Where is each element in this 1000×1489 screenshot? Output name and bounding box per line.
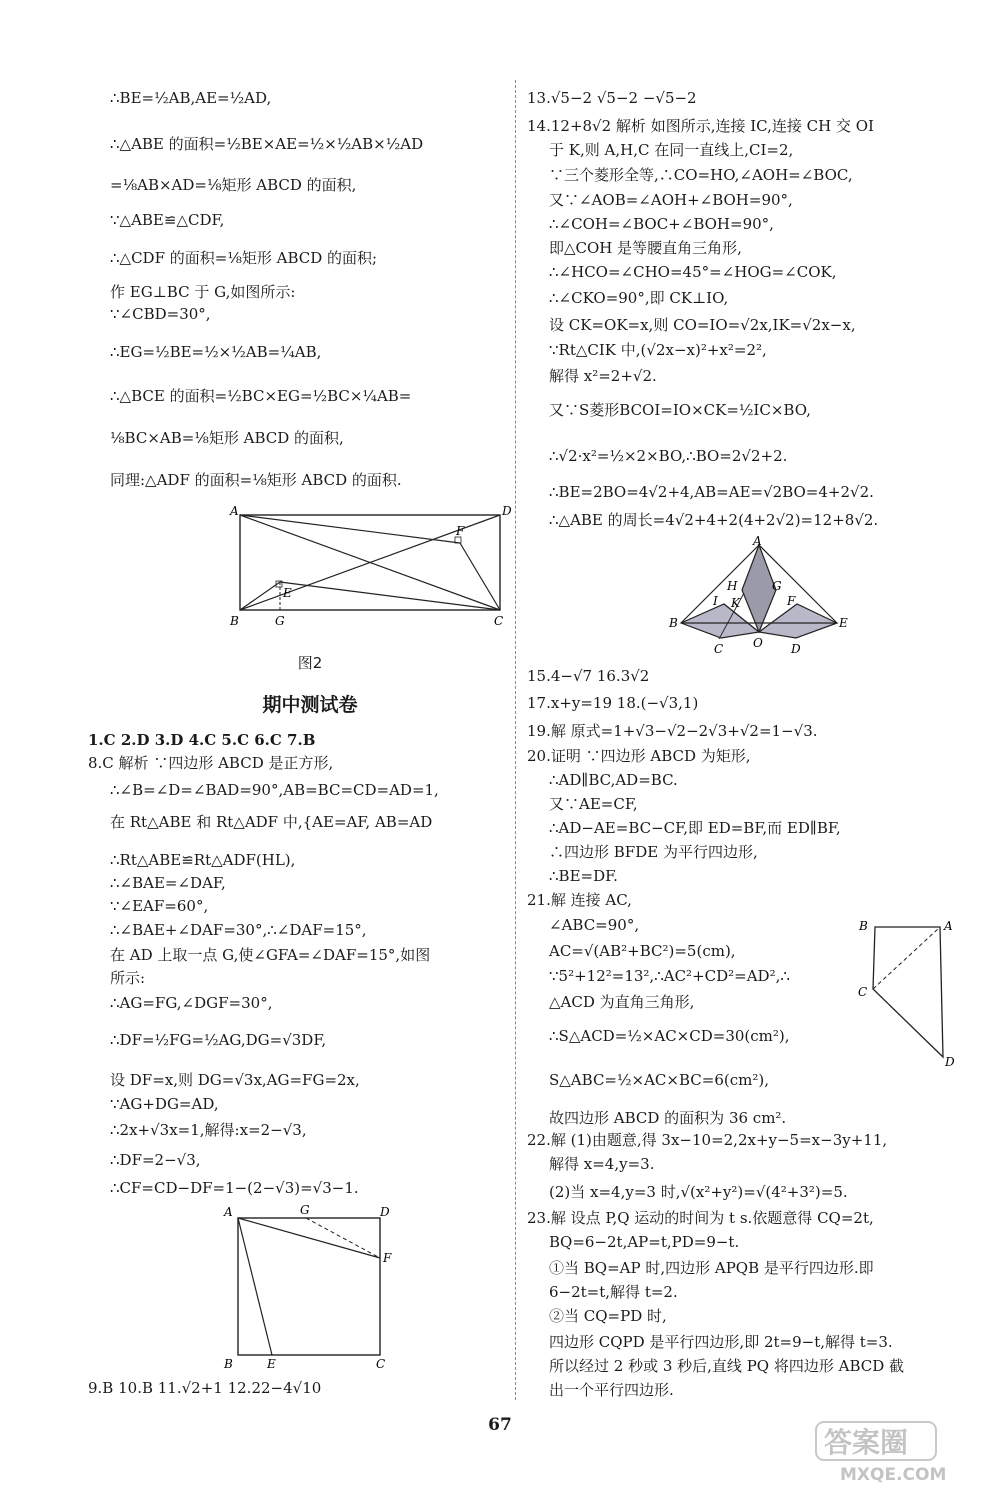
- answer-row: 9.B 10.B 11.√2+1 12.22−4√10: [88, 1379, 322, 1397]
- text-line: ∴EG=½BE=½×½AB=¼AB,: [110, 343, 322, 361]
- text-line: ②当 CQ=PD 时,: [549, 1307, 667, 1325]
- text-line: ∠ABC=90°,: [549, 916, 640, 934]
- text-line: ∵Rt△CIK 中,(√2x−x)²+x²=2²,: [549, 341, 767, 359]
- watermark-text: 答案圈: [824, 1426, 909, 1459]
- label-f: F: [383, 1251, 392, 1265]
- text-line: 同理:△ADF 的面积=⅛矩形 ABCD 的面积.: [110, 471, 402, 489]
- text-line: 故四边形 ABCD 的面积为 36 cm².: [549, 1109, 787, 1127]
- text-line: (2)当 x=4,y=3 时,√(x²+y²)=√(4²+3²)=5.: [549, 1183, 848, 1201]
- text-line: AC=√(AB²+BC²)=5(cm),: [549, 942, 736, 960]
- text-line: 14.12+8√2 解析 如图所示,连接 IC,连接 CH 交 OI: [527, 117, 874, 135]
- text-line: ∴△ABE 的面积=½BE×AE=½×½AB×½AD: [110, 135, 424, 153]
- text-line: ∵∠CBD=30°,: [110, 305, 211, 323]
- text-line: 出一个平行四边形.: [549, 1381, 674, 1399]
- text-line: 设 DF=x,则 DG=√3x,AG=FG=2x,: [110, 1071, 360, 1089]
- text-line: 解得 x=4,y=3.: [549, 1155, 655, 1173]
- text-line: ∵三个菱形全等,∴CO=HO,∠AOH=∠BOC,: [549, 166, 853, 184]
- label-b: B: [859, 919, 868, 933]
- text-line: 在 Rt△ABE 和 Rt△ADF 中,{AE=AF, AB=AD: [110, 813, 433, 831]
- text-line: ∴2x+√3x=1,解得:x=2−√3,: [110, 1121, 307, 1139]
- text-line: 四边形 CQPD 是平行四边形,即 2t=9−t,解得 t=3.: [549, 1333, 893, 1351]
- text-line: ∴四边形 BFDE 为平行四边形,: [549, 843, 758, 861]
- text-line: ∵∠EAF=60°,: [110, 897, 209, 915]
- label-c: C: [714, 642, 724, 656]
- text-line: ∴BE=½AB,AE=½AD,: [110, 89, 272, 107]
- text-line: 13.√5−2 √5−2 −√5−2: [527, 89, 697, 107]
- text-line: 又∵∠AOB=∠AOH+∠BOH=90°,: [549, 191, 793, 209]
- label-c: C: [858, 985, 868, 999]
- label-b: B: [230, 614, 239, 628]
- label-b: B: [224, 1357, 233, 1371]
- figure-rhombuses: [669, 535, 849, 660]
- text-line: ∴BE=DF.: [549, 867, 618, 885]
- text-line: ∴AG=FG,∠DGF=30°,: [110, 994, 273, 1012]
- label-h: H: [727, 579, 738, 593]
- text-line: 15.4−√7 16.3√2: [527, 667, 650, 685]
- text-line: ∴√2·x²=½×2×BO,∴BO=2√2+2.: [549, 447, 788, 465]
- watermark-url: MXQE.COM: [840, 1465, 947, 1485]
- text-line: ∴AD∥BC,AD=BC.: [549, 771, 678, 789]
- text-line: ∴△ABE 的周长=4√2+4+2(4+2√2)=12+8√2.: [549, 511, 879, 529]
- text-line: ∴△BCE 的面积=½BC×EG=½BC×¼AB=: [110, 387, 412, 405]
- text-line: ①当 BQ=AP 时,四边形 APQB 是平行四边形.即: [549, 1259, 874, 1277]
- label-i: I: [713, 594, 718, 608]
- column-divider: [515, 80, 516, 1400]
- figure-quadrilateral: [855, 912, 957, 1072]
- text-line: 8.C 解析 ∵四边形 ABCD 是正方形,: [88, 754, 334, 772]
- text-line: ∴∠BAE+∠DAF=30°,∴∠DAF=15°,: [110, 921, 367, 939]
- text-line: ∴AD−AE=BC−CF,即 ED=BF,而 ED∥BF,: [549, 819, 841, 837]
- text-line: 解得 x²=2+√2.: [549, 367, 657, 385]
- watermark-logo: [812, 1418, 992, 1484]
- text-line: ∴Rt△ABE≌Rt△ADF(HL),: [110, 851, 296, 869]
- figure-2-rectangle: [230, 505, 510, 635]
- text-line: ∴∠HCO=∠CHO=45°=∠HOG=∠COK,: [549, 263, 837, 281]
- text-line: ∴BE=2BO=4√2+4,AB=AE=√2BO=4+2√2.: [549, 483, 874, 501]
- text-line: 23.解 设点 P,Q 运动的时间为 t s.依题意得 CQ=2t,: [527, 1209, 874, 1227]
- figure-square: [220, 1200, 400, 1375]
- text-line: △ACD 为直角三角形,: [549, 993, 695, 1011]
- label-k: K: [731, 596, 740, 610]
- label-f: F: [787, 594, 796, 608]
- label-e: E: [839, 616, 848, 630]
- text-line: 又∵S菱形BCOI=IO×CK=½IC×BO,: [549, 401, 811, 419]
- label-c: C: [494, 614, 504, 628]
- text-line: ∴S△ACD=½×AC×CD=30(cm²),: [549, 1027, 790, 1045]
- text-line: =⅛AB×AD=⅛矩形 ABCD 的面积,: [110, 176, 357, 194]
- text-line: ∴∠BAE=∠DAF,: [110, 874, 226, 892]
- text-line: 19.解 原式=1+√3−√2−2√3+√2=1−√3.: [527, 722, 818, 740]
- text-line: ∴∠B=∠D=∠BAD=90°,AB=BC=CD=AD=1,: [110, 781, 439, 799]
- figure-2-caption: 图2: [297, 654, 323, 672]
- text-line: S△ABC=½×AC×BC=6(cm²),: [549, 1071, 769, 1089]
- text-line: ∴△CDF 的面积=⅛矩形 ABCD 的面积;: [110, 249, 378, 267]
- label-d: D: [791, 642, 801, 656]
- label-g: G: [772, 579, 782, 593]
- text-line: 所以经过 2 秒或 3 秒后,直线 PQ 将四边形 ABCD 截: [549, 1357, 905, 1375]
- page-number: 67: [488, 1415, 512, 1435]
- text-line: 20.证明 ∵四边形 ABCD 为矩形,: [527, 747, 751, 765]
- text-line: 又∵AE=CF,: [549, 795, 638, 813]
- text-line: 即△COH 是等腰直角三角形,: [549, 239, 742, 257]
- text-line: 所示:: [110, 969, 146, 987]
- text-line: ∴∠CKO=90°,即 CK⊥IO,: [549, 289, 729, 307]
- text-line: ∵AG+DG=AD,: [110, 1095, 219, 1113]
- label-a: A: [230, 504, 239, 518]
- text-line: ⅛BC×AB=⅛矩形 ABCD 的面积,: [110, 429, 344, 447]
- section-title: 期中测试卷: [262, 694, 358, 716]
- text-line: 22.解 (1)由题意,得 3x−10=2,2x+y−5=x−3y+11,: [527, 1131, 888, 1149]
- text-line: ∵5²+12²=13²,∴AC²+CD²=AD²,∴: [549, 967, 790, 985]
- text-line: ∴CF=CD−DF=1−(2−√3)=√3−1.: [110, 1179, 359, 1197]
- label-a: A: [224, 1205, 233, 1219]
- text-line: 21.解 连接 AC,: [527, 891, 632, 909]
- label-e: E: [267, 1357, 276, 1371]
- label-d: D: [502, 504, 512, 518]
- label-f: F: [456, 524, 465, 538]
- label-g: G: [300, 1203, 310, 1217]
- text-line: 于 K,则 A,H,C 在同一直线上,CI=2,: [549, 141, 794, 159]
- label-a: A: [944, 919, 953, 933]
- label-c: C: [376, 1357, 386, 1371]
- text-line: 17.x+y=19 18.(−√3,1): [527, 694, 699, 712]
- text-line: 设 CK=OK=x,则 CO=IO=√2x,IK=√2x−x,: [549, 316, 856, 334]
- label-d: D: [380, 1205, 390, 1219]
- label-d: D: [945, 1055, 955, 1069]
- text-line: ∴DF=½FG=½AG,DG=√3DF,: [110, 1031, 327, 1049]
- text-line: 在 AD 上取一点 G,使∠GFA=∠DAF=15°,如图: [110, 946, 431, 964]
- text-line: BQ=6−2t,AP=t,PD=9−t.: [549, 1233, 740, 1251]
- text-line: ∴∠COH=∠BOC+∠BOH=90°,: [549, 215, 774, 233]
- answer-row: 1.C 2.D 3.D 4.C 5.C 6.C 7.B: [88, 731, 316, 749]
- label-g: G: [275, 614, 285, 628]
- label-b: B: [669, 616, 678, 630]
- label-e: E: [283, 586, 292, 600]
- text-line: 6−2t=t,解得 t=2.: [549, 1283, 678, 1301]
- label-o: O: [753, 636, 763, 650]
- text-line: ∴DF=2−√3,: [110, 1151, 201, 1169]
- text-line: 作 EG⊥BC 于 G,如图所示:: [110, 283, 296, 301]
- text-line: ∵△ABE≌△CDF,: [110, 211, 225, 229]
- label-a: A: [753, 534, 762, 548]
